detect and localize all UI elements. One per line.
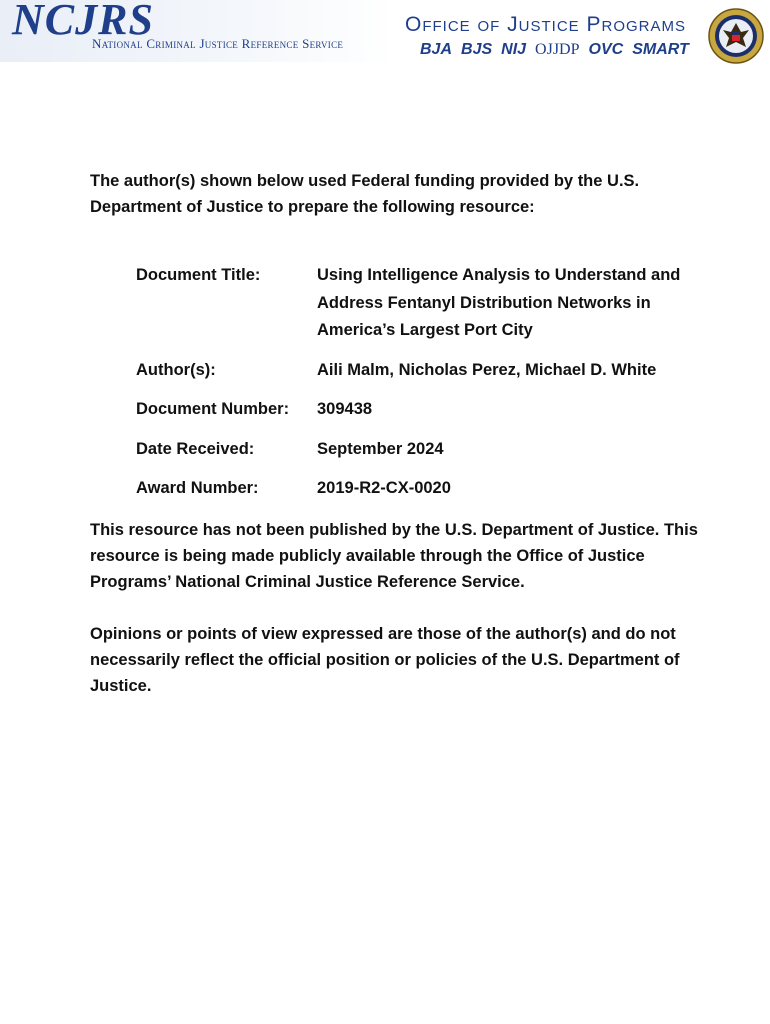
- disclaimer: Opinions or points of view expressed are those of the author(s) and do not necessarily reflect the official position or policies of the U.S. Department of Justice.: [90, 624, 680, 695]
- funding-statement: The author(s) shown below used Federal funding provided by the U.S. Department of Justice to prepare the following resource:: [90, 172, 640, 216]
- field-label: Author(s):: [136, 360, 216, 379]
- field-value: September 2024: [317, 439, 444, 458]
- field-value: Using Intelligence Analysis to Understand and Address Fentanyl Distribution Networks in America’s Largest Port City: [317, 266, 681, 339]
- field-authors: [136, 357, 710, 385]
- field-label: Award Number:: [136, 479, 259, 497]
- ncjrs-logo: NCJRS: [12, 0, 154, 44]
- field-label: Date Received:: [136, 439, 255, 458]
- field-value: 309438: [317, 400, 373, 418]
- page-header: [0, 0, 770, 80]
- bureau-nij: NIJ: [501, 41, 527, 58]
- document-body: [90, 168, 710, 699]
- doj-seal-icon: [708, 8, 764, 64]
- bureau-ovc: OVC: [588, 41, 624, 58]
- bureau-bjs: BJS: [461, 41, 493, 58]
- field-label: Document Number:: [136, 400, 290, 418]
- field-value: 2019-R2-CX-0020: [317, 479, 451, 497]
- field-document-number: [136, 396, 710, 424]
- bureau-bja: BJA: [420, 41, 453, 58]
- field-value: Aili Malm, Nicholas Perez, Michael D. White: [317, 360, 657, 379]
- ojp-bureau-list: [420, 40, 689, 60]
- field-document-title: [136, 262, 710, 345]
- bureau-ojjdp: OJJDP: [535, 41, 580, 58]
- ncjrs-subtitle: National Criminal Justice Reference Service: [92, 36, 344, 51]
- field-label: Document Title:: [136, 266, 261, 284]
- field-award-number: [136, 475, 710, 503]
- ojp-title: Office of Justice Programs: [405, 13, 687, 36]
- bureau-smart: SMART: [632, 41, 689, 58]
- field-date-received: [136, 436, 710, 464]
- document-metadata: [136, 262, 710, 503]
- publication-notice: This resource has not been published by the U.S. Department of Justice. This resource is being made publicly available through the Office of Justice Programs’ National Criminal Justice Reference Service.: [90, 520, 698, 591]
